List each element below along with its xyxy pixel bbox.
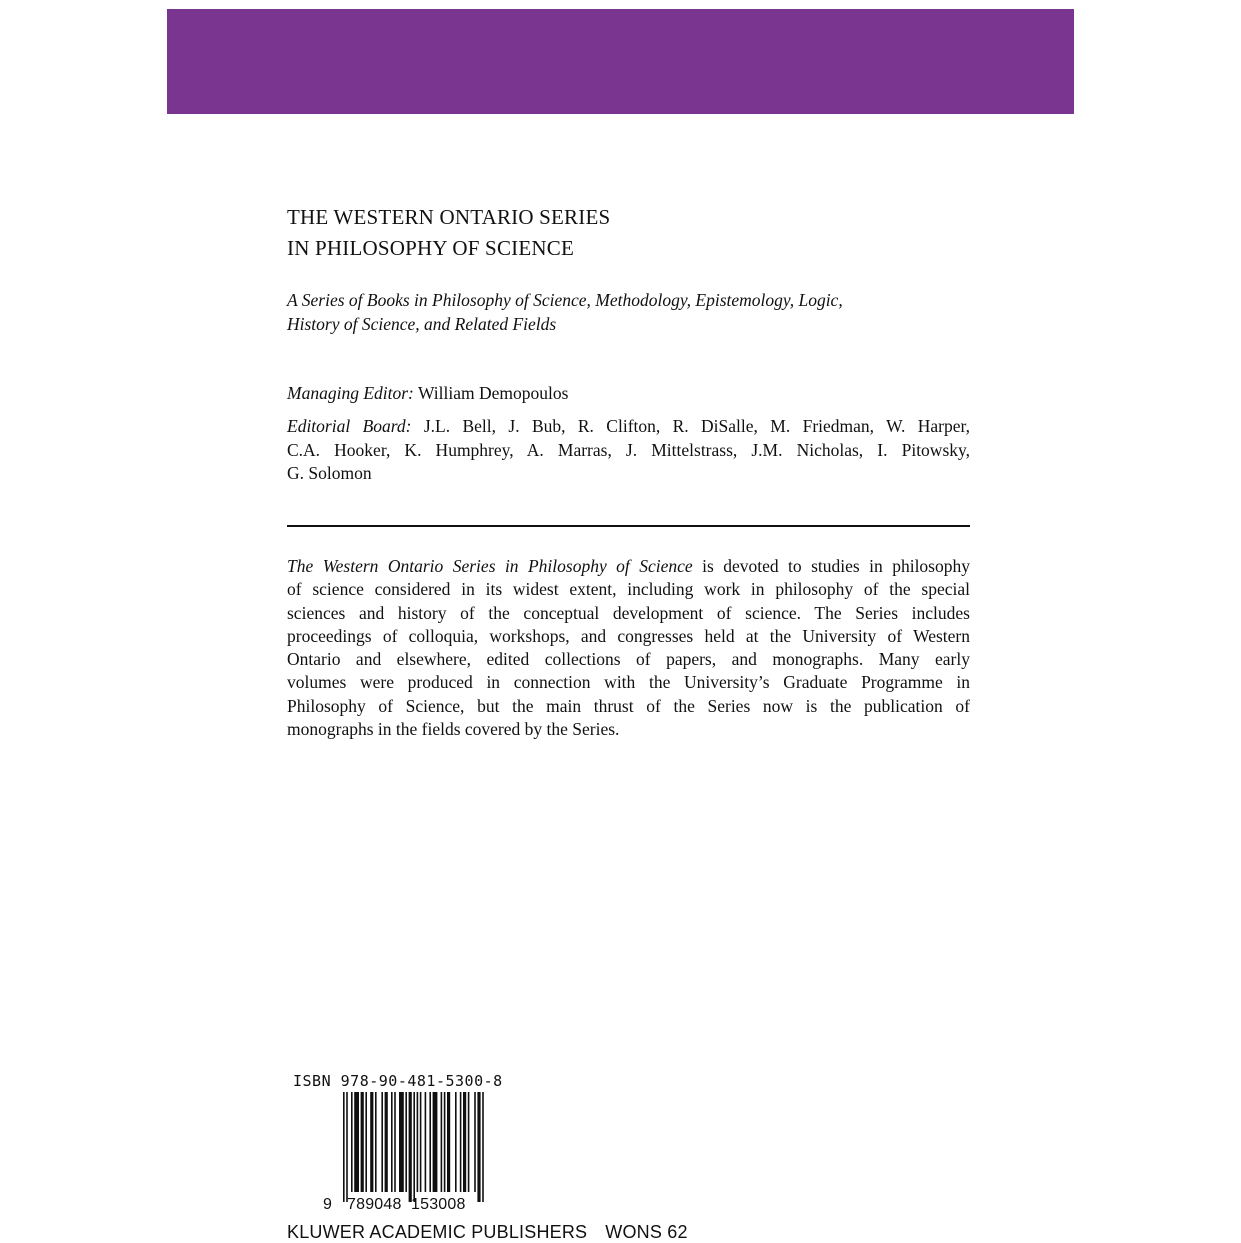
managing-editor: [287, 381, 568, 405]
description-line-8: monographs in the fields covered by the Series.: [287, 719, 620, 740]
barcode-bar: [375, 1092, 377, 1192]
editorial-board: [287, 415, 970, 486]
description-series-name: The Western Ontario Series in Philosophy of Science: [287, 556, 693, 576]
description-line-1: [287, 555, 970, 578]
barcode-bar: [405, 1092, 407, 1192]
barcode-bar: [460, 1092, 462, 1192]
series-code: WONS 62: [605, 1222, 688, 1242]
barcode-bar: [399, 1092, 404, 1192]
description-line-5: Ontario and elsewhere, edited collections of papers, and monographs. Many early: [287, 649, 970, 670]
editorial-board-line-2: C.A. Hooker, K. Humphrey, A. Marras, J. Mittelstrass, J.M. Nicholas, I. Pitowsky,: [287, 439, 970, 460]
barcode-digits-left: 789048: [347, 1196, 402, 1213]
isbn: ISBN 978-90-481-5300-8: [293, 1072, 503, 1090]
description-line-2: of science considered in its widest extent, including work in philosophy of the special: [287, 579, 970, 600]
editorial-board-members-1: J.L. Bell, J. Bub, R. Clifton, R. DiSalle, M. Friedman, W. Harper,: [423, 416, 970, 436]
description-line-7: Philosophy of Science, but the main thrust of the Series now is the publication of: [287, 695, 970, 716]
barcode-digits-right: 153008: [411, 1196, 466, 1213]
barcode-bar: [468, 1092, 470, 1192]
barcode-bar: [417, 1092, 419, 1192]
section-divider: [287, 525, 970, 527]
barcode-bar: [455, 1092, 457, 1192]
series-title-line-2: IN PHILOSOPHY OF SCIENCE: [287, 236, 574, 260]
barcode-bar: [429, 1092, 431, 1192]
editorial-board-label: Editorial Board:: [287, 416, 412, 436]
managing-editor-label: Managing Editor:: [287, 383, 414, 403]
description-line-3: sciences and history of the conceptual development of science. The Series includes: [287, 602, 970, 623]
barcode-bar: [477, 1092, 480, 1202]
series-description: [287, 555, 970, 741]
barcode-bar: [409, 1092, 412, 1202]
barcode-bar: [413, 1092, 415, 1202]
barcode-bar: [441, 1092, 443, 1192]
barcode-bar: [420, 1092, 422, 1192]
series-subtitle-line-1: A Series of Books in Philosophy of Science, Methodology, Epistemology, Logic,: [287, 290, 843, 310]
barcode-bar: [381, 1092, 383, 1192]
publisher-name: KLUWER ACADEMIC PUBLISHERS: [287, 1222, 588, 1242]
editorial-board-line-1: [287, 415, 970, 439]
description-line-4: proceedings of colloquia, workshops, and congresses held at the University of Western: [287, 625, 970, 646]
barcode-digits: [323, 1196, 466, 1214]
barcode-bar: [365, 1092, 367, 1192]
description-line-1-text: is devoted to studies in philosophy: [692, 556, 970, 576]
barcode-bar: [343, 1092, 345, 1202]
barcode-bar: [361, 1092, 364, 1192]
publisher-line: [287, 1222, 688, 1243]
editorial-board-line-3: G. Solomon: [287, 463, 372, 483]
description-line-6: volumes were produced in connection with the University’s Graduate Programme in: [287, 672, 970, 693]
barcode-bar: [391, 1092, 393, 1192]
series-title: [287, 202, 610, 264]
cover-color-band: [167, 9, 1074, 114]
series-title-line-1: THE WESTERN ONTARIO SERIES: [287, 205, 611, 229]
barcode-bar: [370, 1092, 373, 1192]
barcode: [343, 1092, 489, 1202]
series-subtitle: [287, 288, 843, 336]
barcode-bar: [354, 1092, 359, 1192]
barcode-bar: [463, 1092, 466, 1192]
barcode-bar: [433, 1092, 438, 1192]
barcode-bar: [346, 1092, 348, 1202]
managing-editor-name: William Demopoulos: [417, 383, 569, 403]
barcode-bar: [482, 1092, 484, 1202]
barcode-bar: [474, 1092, 476, 1192]
barcode-bar: [425, 1092, 427, 1192]
barcode-bar: [385, 1092, 388, 1192]
barcode-digit-first: 9: [323, 1196, 333, 1213]
barcode-bar: [447, 1092, 450, 1192]
barcode-bar: [394, 1092, 396, 1192]
barcode-bar: [351, 1092, 353, 1192]
barcode-bar: [444, 1092, 446, 1192]
series-subtitle-line-2: History of Science, and Related Fields: [287, 314, 557, 334]
